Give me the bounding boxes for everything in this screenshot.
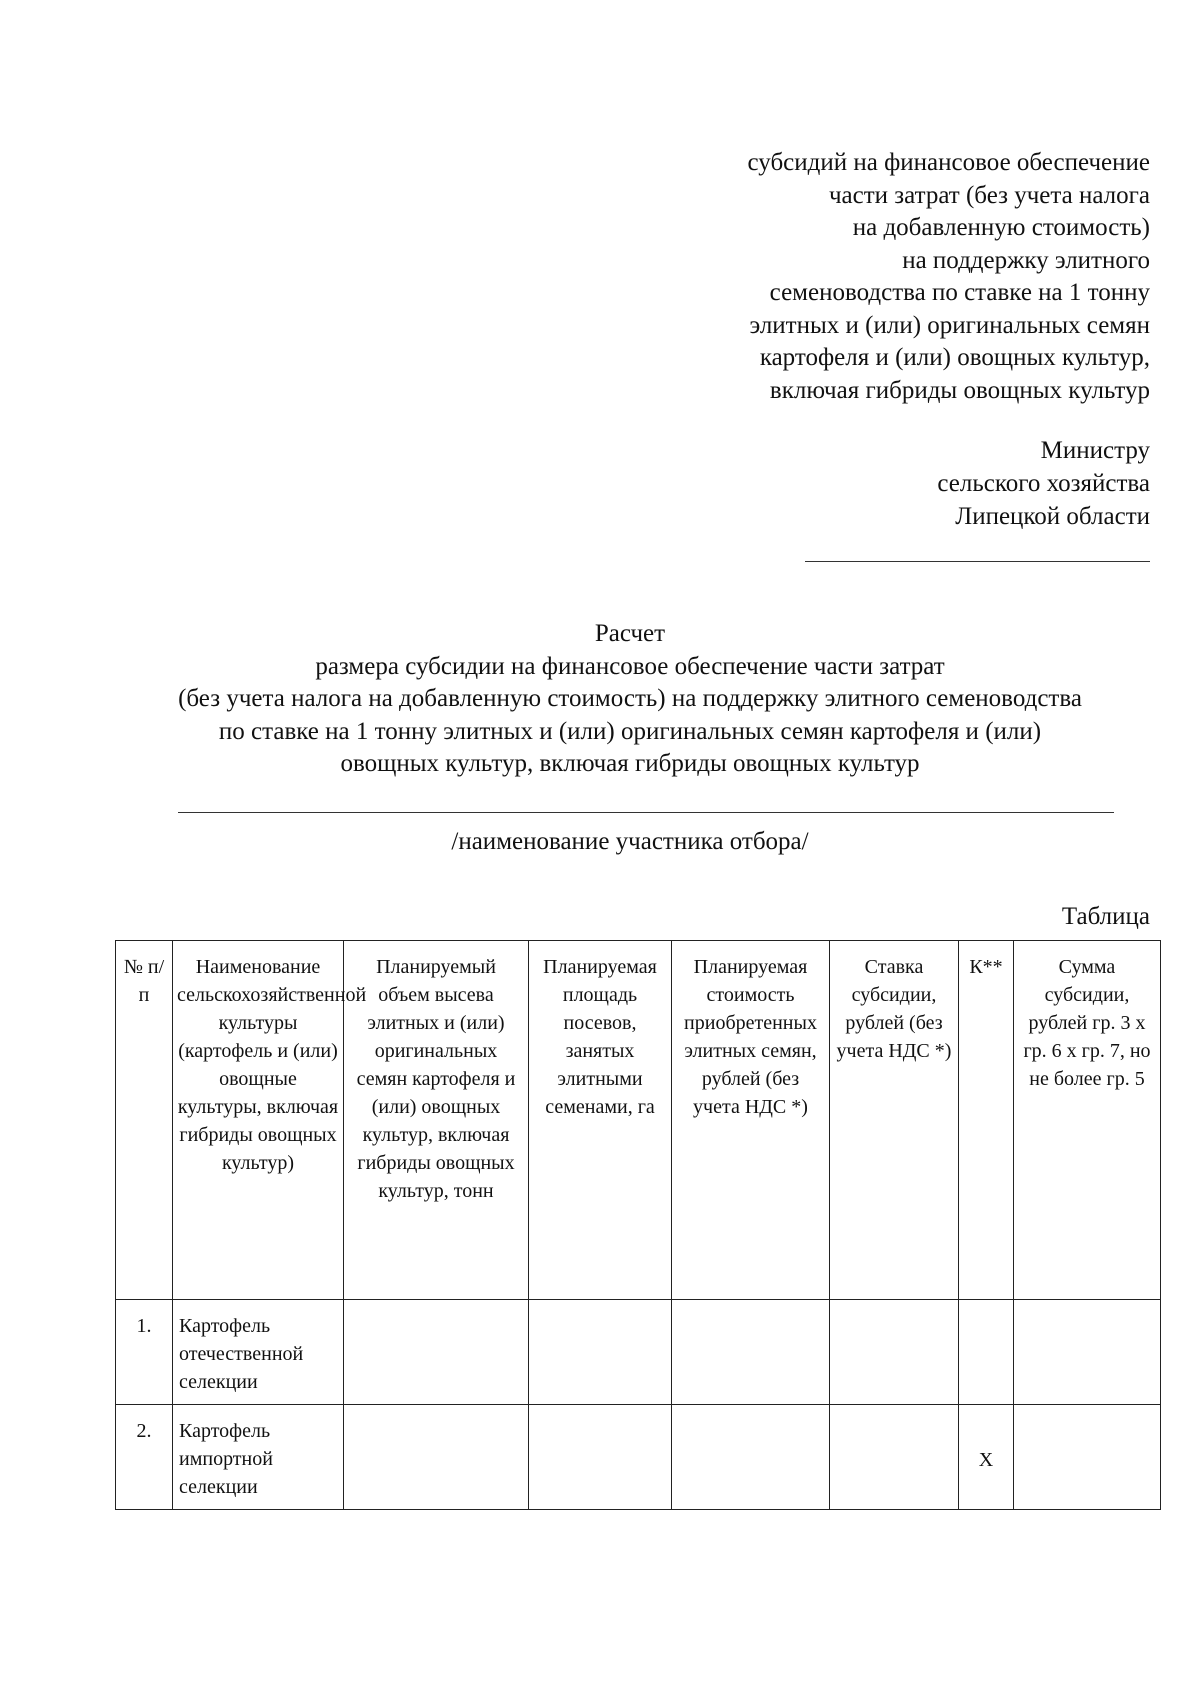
- title-line: (без учета налога на добавленную стоимость) на поддержку элитного семеноводства: [178, 685, 1082, 712]
- row-crop-name: Картофель импортной селекции: [173, 1405, 344, 1510]
- table-row: [116, 1300, 1161, 1405]
- title-line: по ставке на 1 тонну элитных и (или) оригинальных семян картофеля и (или): [218, 717, 1042, 745]
- table-row: [116, 1405, 1161, 1510]
- addressee-blank-line: [805, 561, 1150, 562]
- row-cell-cost: [672, 1405, 830, 1510]
- row-number: 1.: [116, 1300, 173, 1405]
- row-cell-seeding-volume: [344, 1405, 529, 1510]
- row-crop-name: Картофель отечественной селекции: [173, 1300, 344, 1405]
- row-cell-k: [959, 1300, 1014, 1405]
- addressee-block: [590, 434, 1150, 533]
- document-title: [60, 618, 1200, 781]
- title-line: Расчет: [594, 620, 666, 647]
- header-line: части затрат (без учета налога: [828, 181, 1150, 209]
- table-header-row: [116, 941, 1161, 1300]
- participant-caption: /наименование участника отбора/: [451, 828, 809, 855]
- addressee-line: Липецкой области: [955, 503, 1150, 530]
- title-line: овощных культур, включая гибриды овощных культур: [340, 750, 920, 777]
- header-cell-area: Планируемая площадь посевов, занятых элитными семенами, га: [529, 941, 672, 1300]
- header-line: субсидий на финансовое обеспечение: [747, 149, 1150, 176]
- row-cell-k: Х: [959, 1405, 1014, 1510]
- header-cell-number: № п/п: [116, 941, 173, 1300]
- header-line: картофеля и (или) овощных культур,: [759, 344, 1150, 371]
- addressee-line: сельского хозяйства: [937, 470, 1150, 497]
- header-line: включая гибриды овощных культур: [769, 376, 1150, 404]
- header-cell-cost: Планируемая стоимость приобретенных элитных семян, рублей (без учета НДС *): [672, 941, 830, 1300]
- row-cell-subsidy-sum: [1014, 1300, 1161, 1405]
- header-cell-seeding-volume: Планируемый объем высева элитных и (или) оригинальных семян картофеля и (или) овощных культур, включая гибриды овощных культур, тонн: [344, 941, 529, 1300]
- row-cell-cost: [672, 1300, 830, 1405]
- header-cell-subsidy-sum: Сумма субсидии, рублей гр. 3 х гр. 6 х гр. 7, но не более гр. 5: [1014, 941, 1161, 1300]
- row-cell-subsidy-sum: [1014, 1405, 1161, 1510]
- header-line: на поддержку элитного: [902, 246, 1150, 274]
- header-block: [590, 147, 1150, 407]
- participant-name-blank-line: [178, 812, 1114, 813]
- row-cell-area: [529, 1405, 672, 1510]
- row-cell-rate: [830, 1300, 959, 1405]
- row-cell-area: [529, 1300, 672, 1405]
- header-line: семеноводства по ставке на 1 тонну: [769, 279, 1150, 306]
- row-number: 2.: [116, 1405, 173, 1510]
- header-cell-crop-name: Наименование сельскохозяйственной культуры (картофель и (или) овощные культуры, включая гибриды овощных культур): [173, 941, 344, 1300]
- header-line: элитных и (или) оригинальных семян: [749, 311, 1150, 339]
- addressee-line: Министру: [1040, 437, 1150, 464]
- header-cell-k: К**: [959, 941, 1014, 1300]
- header-line: на добавленную стоимость): [852, 214, 1150, 241]
- row-cell-rate: [830, 1405, 959, 1510]
- row-cell-seeding-volume: [344, 1300, 529, 1405]
- table-caption: Таблица: [1061, 903, 1150, 930]
- title-line: размера субсидии на финансовое обеспечение части затрат: [315, 652, 945, 680]
- header-cell-rate: Ставка субсидии, рублей (без учета НДС *): [830, 941, 959, 1300]
- calculation-table: [115, 940, 1161, 1510]
